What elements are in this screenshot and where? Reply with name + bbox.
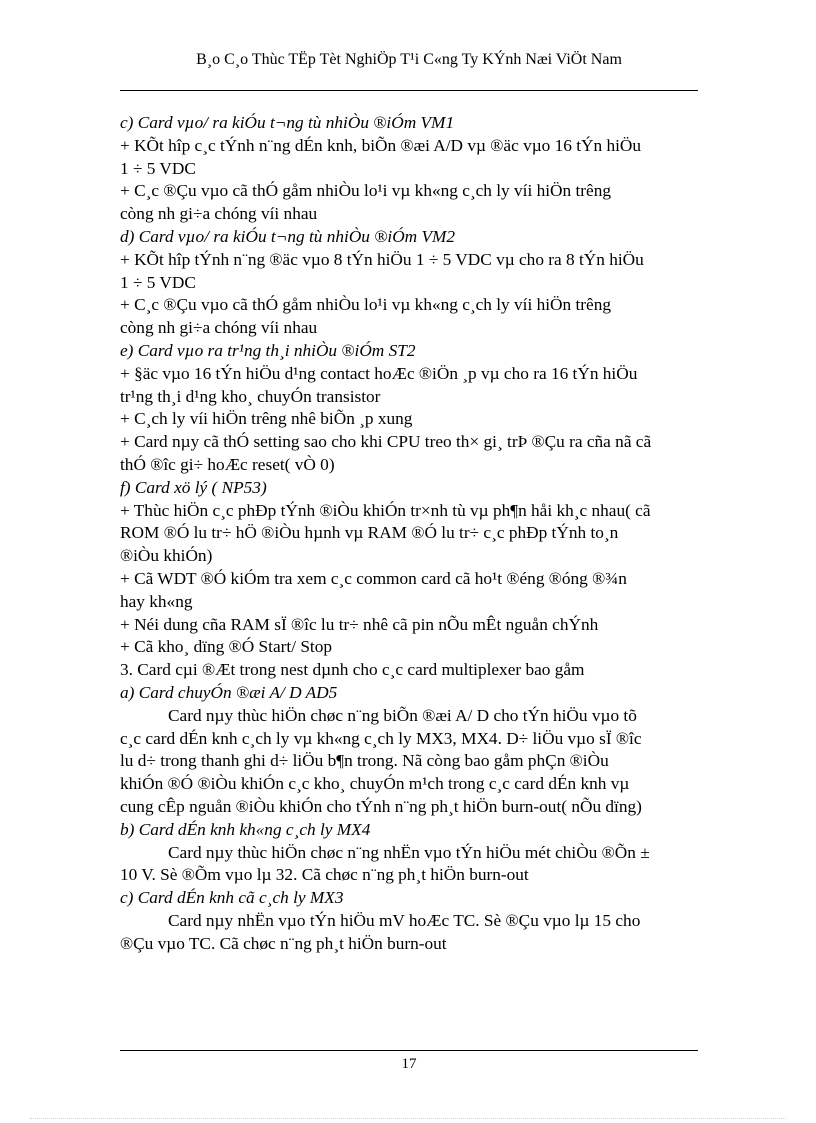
header-rule [120, 90, 698, 91]
section-heading-d-vm2: d) Card vµo/ ra kiÓu t¬ng tù nhiÒu ®iÓm VM2 [120, 226, 456, 246]
text-line: + C¸c ®Çu vµo cã thÓ gåm nhiÒu lo¹i vµ kh«ng c¸ch ly víi hiÖn trêng [120, 295, 611, 315]
text-line: hay kh«ng [120, 591, 193, 611]
page-header: B¸o C¸o Thùc TËp Tèt NghiÖp T¹i C«ng Ty KÝnh Næi ViÖt Nam [196, 51, 622, 68]
text-line: còng nh gi÷a chóng víi nhau [120, 318, 318, 338]
text-line: thÓ ®îc gi÷ hoÆc reset( vÒ 0) [120, 454, 335, 474]
page-number: 17 [401, 1056, 417, 1072]
text-line: còng nh gi÷a chóng víi nhau [120, 204, 318, 224]
text-line: 10 V. Sè ®Õm vµo lµ 32. Cã chøc n¨ng ph¸t hiÖn burn-out [120, 865, 529, 885]
page-edge-divider [30, 1118, 786, 1119]
section-heading-c-vm1: c) Card vµo/ ra kiÓu t¬ng tù nhiÒu ®iÓm VM1 [120, 113, 455, 132]
text-line: + Card nµy cã thÓ setting sao cho khi CPU treo th× gi¸ trÞ ®Çu ra cña nã cã [120, 432, 652, 452]
text-line: cung cÊp nguån ®iÒu khiÓn cho tÝnh n¨ng ph¸t hiÖn burn-out( nÕu dïng) [120, 796, 642, 816]
paragraph-first-line: Card nµy thùc hiÖn chøc n¨ng nhËn vµo tÝn hiÖu mét chiÒu ®Õn ± [168, 842, 650, 862]
text-line: + Néi dung cña RAM sÏ ®îc lu tr÷ nhê cã pin nÕu mÊt nguån chÝnh [120, 614, 599, 634]
text-line: ®Çu vµo TC. Cã chøc n¨ng ph¸t hiÖn burn-out [120, 933, 447, 953]
document-body [120, 112, 700, 955]
section-heading-f-np53: f) Card xö lý ( NP53) [120, 477, 267, 497]
text-line: + KÕt hîp c¸c tÝnh n¨ng dÉn knh, biÕn ®æi A/D vµ ®äc vµo 16 tÝn hiÖu [120, 135, 642, 155]
text-line: + KÕt hîp tÝnh n¨ng ®äc vµo 8 tÝn hiÖu 1 ÷ 5 VDC vµ cho ra 8 tÝn hiÖu [120, 249, 644, 269]
text-line: c¸c card dÉn knh c¸ch ly vµ kh«ng c¸ch ly MX3, MX4. D÷ liÖu vµo sÏ ®îc [120, 728, 642, 748]
text-line: lu d÷ trong thanh ghi d÷ liÖu b¶n trong. Nã còng bao gåm phÇn ®iÒu [120, 751, 609, 771]
section-heading-b-mx4: b) Card dÉn knh kh«ng c¸ch ly MX4 [120, 819, 371, 839]
text-line: ®iÒu khiÓn) [120, 546, 213, 566]
text-line: + C¸c ®Çu vµo cã thÓ gåm nhiÒu lo¹i vµ kh«ng c¸ch ly víi hiÖn trêng [120, 181, 611, 201]
section-heading-a-ad5: a) Card chuyÓn ®æi A/ D AD5 [120, 682, 338, 702]
text-line: 1 ÷ 5 VDC [120, 158, 196, 178]
text-line: ROM ®Ó lu tr÷ hÖ ®iÒu hµnh vµ RAM ®Ó lu tr÷ c¸c phÐp tÝnh to¸n [120, 523, 619, 543]
section-heading-c-mx3: c) Card dÉn knh cã c¸ch ly MX3 [120, 888, 344, 908]
text-line: + C¸ch ly víi hiÖn trêng nhê biÕn ¸p xung [120, 409, 413, 429]
section-heading-3: 3. Card cµi ®Æt trong nest dµnh cho c¸c card multiplexer bao gåm [120, 660, 585, 680]
text-line: + §äc vµo 16 tÝn hiÖu d¹ng contact hoÆc ®iÖn ¸p vµ cho ra 16 tÝn hiÖu [120, 363, 638, 383]
section-heading-e-st2: e) Card vµo ra tr¹ng th¸i nhiÒu ®iÓm ST2 [120, 340, 416, 360]
paragraph-first-line: Card nµy nhËn vµo tÝn hiÖu mV hoÆc TC. Sè ®Çu vµo lµ 15 cho [168, 910, 641, 930]
text-line: + Cã WDT ®Ó kiÓm tra xem c¸c common card cã ho¹t ®éng ®óng ®¾n [120, 568, 627, 588]
text-line: 1 ÷ 5 VDC [120, 272, 196, 292]
text-line: khiÓn ®Ó ®iÒu khiÓn c¸c kho¸ chuyÓn m¹ch trong c¸c card dÉn knh vµ [120, 774, 630, 794]
text-line: + Thùc hiÖn c¸c phÐp tÝnh ®iÒu khiÓn tr×nh tù vµ ph¶n håi kh¸c nhau( cã [120, 500, 651, 520]
footer-rule [120, 1050, 698, 1051]
text-line: tr¹ng th¸i d¹ng kho¸ chuyÓn transistor [120, 386, 381, 406]
paragraph-first-line: Card nµy thùc hiÖn chøc n¨ng biÕn ®æi A/ D cho tÝn hiÖu vµo tõ [168, 705, 637, 725]
text-line: + Cã kho¸ dïng ®Ó Start/ Stop [120, 637, 333, 657]
